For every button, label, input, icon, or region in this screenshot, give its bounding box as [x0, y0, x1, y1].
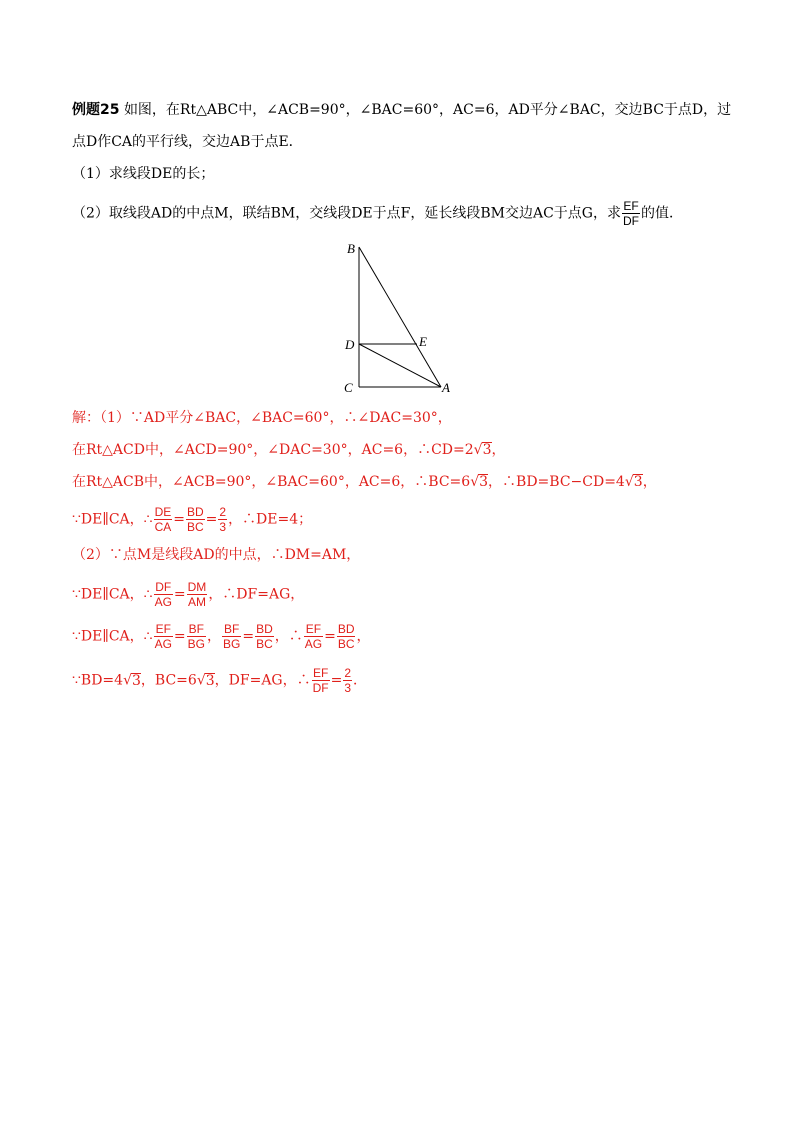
question-2-fraction: $\frac{EF}{DF}$ — [623, 199, 639, 228]
problem-line-1 — [72, 100, 731, 120]
question-2-end: 的值． — [641, 205, 683, 222]
problem-line-2 — [72, 132, 303, 152]
solution-line-3: 在Rt△ACB中，∠ACB=90°，∠BAC=60°，AC=6，∴BC=6√3，∴BD=BC−CD=4√3， — [72, 474, 657, 490]
solution-line-7: ∵DE∥CA，∴ $\frac{EF}{AG}$ = $\frac{BF}{BG}$ ， $\frac{BF}{BG}$ = $\frac{BD}{BC}$ ，∴ $\frac{EF}{AG}$ = $\frac{BD}{BC}$ ， — [72, 622, 371, 651]
label-b: B — [347, 241, 355, 256]
solution-line-5: （2）∵点M是线段AD的中点，∴DM=AM， — [72, 547, 361, 563]
question-2-text: （2）取线段AD的中点M，联结BM，交线段DE于点F，延长线段BM交边AC于点G，求 — [72, 205, 621, 222]
label-a: A — [442, 380, 450, 395]
solution-line-1: 解：（1）∵AD平分∠BAC，∠BAC=60°，∴∠DAC=30°， — [72, 410, 452, 426]
label-c: C — [344, 380, 353, 395]
label-d: D — [345, 337, 355, 352]
question-2 — [72, 199, 683, 228]
problem-text-2: 点D作CA的平行线，交边AB于点E． — [72, 134, 303, 150]
problem-label: 例题25 — [72, 102, 120, 118]
sqrt-3: 3 — [482, 442, 492, 458]
solution-line-2: 在Rt△ACD中，∠ACD=90°，∠DAC=30°，AC=6，∴CD=2√3， — [72, 442, 506, 458]
label-e: E — [419, 334, 427, 349]
solution-line-6: ∵DE∥CA，∴ $\frac{DF}{AG}$ = $\frac{DM}{AM}$ ，∴DF=AG， — [72, 580, 305, 609]
question-1-text: （1）求线段DE的长； — [72, 166, 215, 182]
solution-line-4: ∵DE∥CA，∴ $\frac{DE}{CA}$ = $\frac{BD}{BC}$ = $\frac{2}{3}$ ，∴DE=4； — [72, 505, 313, 534]
geometry-figure — [335, 235, 465, 400]
solution-line-8: ∵BD=4√3，BC=6√3，DF=AG，∴ $\frac{EF}{DF}$ = $\frac{2}{3}$ ． — [72, 666, 368, 695]
problem-text-1: 如图，在Rt△ABC中，∠ACB=90°，∠BAC=60°，AC=6，AD平分∠BAC，交边BC于点D，过 — [123, 102, 732, 118]
question-1 — [72, 164, 214, 184]
